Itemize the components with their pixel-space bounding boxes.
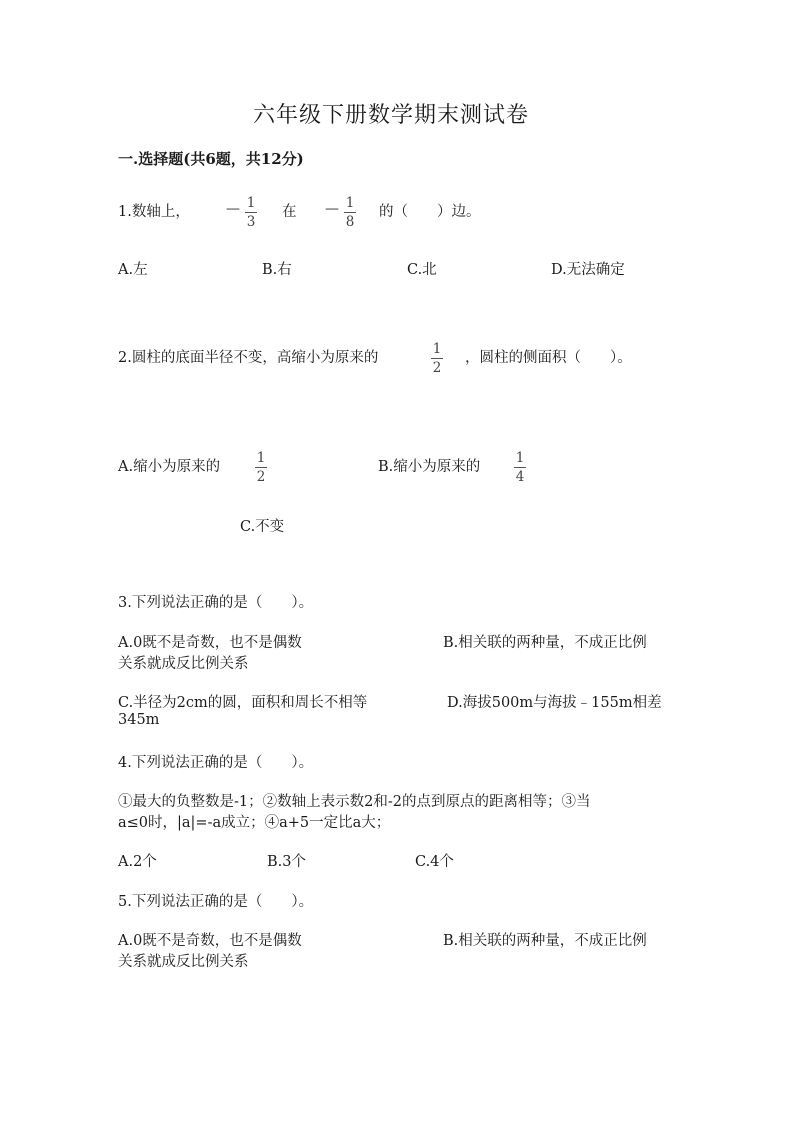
q1-option-c: C.北 [407, 262, 437, 278]
q2-option-a-den: 2 [256, 469, 266, 485]
page-title: 六年级下册数学期末测试卷 [253, 103, 530, 128]
q3-option-d-line1: D.海拔500m与海拔﹣155m相差 [447, 695, 662, 711]
q2-suffix: ，圆柱的侧面积（ ）。 [465, 350, 632, 366]
fraction-bar [431, 358, 443, 359]
q2-option-b-num: 1 [515, 450, 525, 466]
q2-fraction-den: 2 [432, 360, 442, 376]
q5-option-a: A.0既不是奇数，也不是偶数 [118, 933, 302, 949]
q4-statement-line2: a≤0时，|a|=-a成立；④a+5一定比a大； [118, 815, 391, 831]
q1-option-b: B.右 [262, 262, 292, 278]
q2-option-b-fraction [514, 451, 526, 484]
q1-option-d: D.无法确定 [551, 262, 625, 278]
q1-suffix: 的（ ）边。 [379, 204, 481, 220]
q3-stem: 3.下列说法正确的是（ ）。 [118, 595, 314, 611]
q1-minus-a: — [226, 201, 240, 217]
q1-fraction-b-den: 8 [345, 214, 355, 230]
q4-option-b: B.3个 [267, 854, 306, 870]
q2-option-a-fraction [255, 451, 267, 484]
q1-fraction-a [245, 196, 257, 229]
q2-fraction [431, 342, 443, 375]
section-heading: 一.选择题(共6题，共12分) [118, 150, 304, 168]
q5-stem: 5.下列说法正确的是（ ）。 [118, 894, 314, 910]
q2-option-a-num: 1 [256, 450, 266, 466]
q1-option-a: A.左 [118, 262, 148, 278]
q2-prefix: 2.圆柱的底面半径不变，高缩小为原来的 [118, 350, 379, 366]
fraction-bar [514, 467, 526, 468]
q2-option-c: C.不变 [240, 519, 285, 535]
q3-option-c: C.半径为2cm的圆，面积和周长不相等 [118, 695, 368, 711]
fraction-bar [255, 467, 267, 468]
q1-minus-b: — [325, 201, 339, 217]
q1-fraction-a-num: 1 [246, 195, 256, 211]
q2-option-b: B.缩小为原来的 [378, 459, 481, 475]
fraction-bar [245, 212, 257, 213]
q1-prefix: 1.数轴上， [118, 204, 190, 220]
q2-option-b-den: 4 [515, 469, 525, 485]
q4-option-c: C.4个 [415, 854, 454, 870]
q4-option-a: A.2个 [118, 854, 157, 870]
q1-fraction-b-num: 1 [345, 195, 355, 211]
q3-option-a: A.0既不是奇数，也不是偶数 [118, 635, 302, 651]
q3-option-b-line1: B.相关联的两种量，不成正比例 [443, 635, 647, 651]
q5-option-b-line1: B.相关联的两种量，不成正比例 [443, 933, 647, 949]
q4-stem: 4.下列说法正确的是（ ）。 [118, 755, 314, 771]
q3-option-b-line2: 关系就成反比例关系 [118, 656, 249, 672]
fraction-bar [344, 212, 356, 213]
q3-option-d-line2: 345m [118, 712, 160, 728]
q1-fraction-b [344, 196, 356, 229]
q1-mid: 在 [282, 204, 297, 220]
q5-option-b-line2: 关系就成反比例关系 [118, 954, 249, 970]
q2-fraction-num: 1 [432, 341, 442, 357]
q2-option-a: A.缩小为原来的 [118, 459, 221, 475]
q4-statement-line1: ①最大的负整数是-1；②数轴上表示数2和-2的点到原点的距离相等；③当 [118, 794, 591, 810]
q1-fraction-a-den: 3 [246, 214, 256, 230]
